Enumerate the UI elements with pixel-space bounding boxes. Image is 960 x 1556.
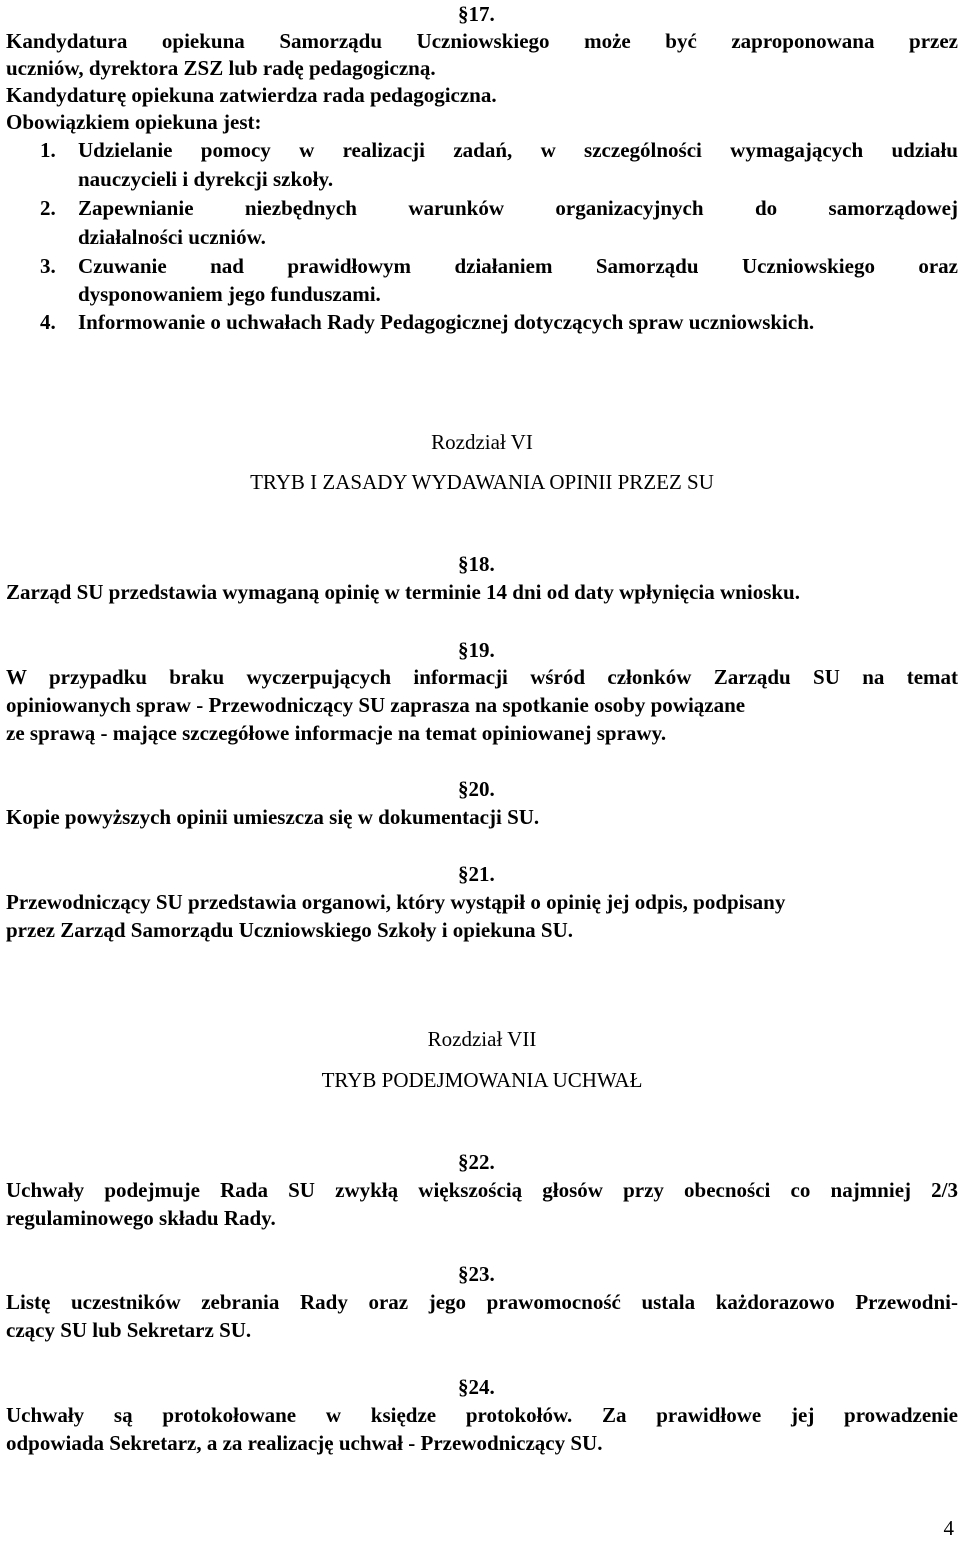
chapter-6-title: Rozdział VI <box>431 430 533 454</box>
chapter-7-subtitle: TRYB PODEJMOWANIA UCHWAŁ <box>321 1068 643 1092</box>
paragraph-24-line-1: Uchwały są protokołowane w księdze protokołów. Za prawidłowe jej prowadzenie <box>6 1403 958 1427</box>
paragraph-20-line-1: Kopie powyższych opinii umieszcza się w dokumentacji SU. <box>6 805 540 829</box>
paragraph-17-line-3: Kandydaturę opiekuna zatwierdza rada pedagogiczna. <box>6 83 497 107</box>
paragraph-22-heading: §22. <box>458 1150 495 1174</box>
paragraph-19-line-2: opiniowanych spraw - Przewodniczący SU zaprasza na spotkanie osoby powiązane <box>6 693 746 717</box>
paragraph-24-heading: §24. <box>458 1375 495 1399</box>
paragraph-22-line-2: regulaminowego składu Rady. <box>6 1206 276 1230</box>
list-item-2-number: 2. <box>40 196 56 220</box>
list-item-1-line-1: Udzielanie pomocy w realizacji zadań, w szczególności wymagających udziału <box>78 138 958 162</box>
chapter-6-subtitle: TRYB I ZASADY WYDAWANIA OPINII PRZEZ SU <box>250 470 714 494</box>
paragraph-23-heading: §23. <box>458 1262 495 1286</box>
list-item-3-line-1: Czuwanie nad prawidłowym działaniem Samorządu Uczniowskiego oraz <box>78 254 958 278</box>
paragraph-19-heading: §19. <box>458 638 495 662</box>
paragraph-24-line-2: odpowiada Sekretarz, a za realizację uchwał - Przewodniczący SU. <box>6 1431 603 1455</box>
list-item-1-number: 1. <box>40 138 56 162</box>
chapter-7-title: Rozdział VII <box>427 1027 537 1051</box>
list-item-4-number: 4. <box>40 310 56 334</box>
paragraph-21-heading: §21. <box>458 862 495 886</box>
list-item-4-line-1: Informowanie o uchwałach Rady Pedagogicznej dotyczących spraw uczniowskich. <box>78 310 815 334</box>
paragraph-17-heading: §17. <box>458 2 495 26</box>
paragraph-22-line-1: Uchwały podejmuje Rada SU zwykłą większością głosów przy obecności co najmniej 2/3 <box>6 1178 958 1202</box>
paragraph-18-line-1: Zarząd SU przedstawia wymaganą opinię w terminie 14 dni od daty wpłynięcia wniosku. <box>6 580 800 604</box>
paragraph-19-line-3: ze sprawą - mające szczegółowe informacje na temat opiniowanej sprawy. <box>6 721 667 745</box>
paragraph-23-line-2: czący SU lub Sekretarz SU. <box>6 1318 252 1342</box>
paragraph-18-heading: §18. <box>458 552 495 576</box>
list-item-2-line-2: działalności uczniów. <box>78 225 266 249</box>
list-item-1-line-2: nauczycieli i dyrekcji szkoły. <box>78 167 334 191</box>
paragraph-17-line-2: uczniów, dyrektora ZSZ lub radę pedagogiczną. <box>6 56 436 80</box>
list-item-2-line-1: Zapewnianie niezbędnych warunków organizacyjnych do samorządowej <box>78 196 958 220</box>
paragraph-23-line-1: Listę uczestników zebrania Rady oraz jego prawomocność ustala każdorazowo Przewodni- <box>6 1290 958 1314</box>
list-item-3-number: 3. <box>40 254 56 278</box>
paragraph-20-heading: §20. <box>458 777 495 801</box>
paragraph-21-line-2: przez Zarząd Samorządu Uczniowskiego Szkoły i opiekuna SU. <box>6 918 574 942</box>
paragraph-17-line-4: Obowiązkiem opiekuna jest: <box>6 110 262 134</box>
page-number: 4 <box>943 1516 954 1540</box>
list-item-3-line-2: dysponowaniem jego funduszami. <box>78 282 381 306</box>
paragraph-19-line-1: W przypadku braku wyczerpujących informacji wśród członków Zarządu SU na temat <box>6 665 958 689</box>
paragraph-17-line-1: Kandydatura opiekuna Samorządu Uczniowskiego może być zaproponowana przez <box>6 29 958 53</box>
paragraph-21-line-1: Przewodniczący SU przedstawia organowi, który wystąpił o opinię jej odpis, podpisany <box>6 890 786 914</box>
